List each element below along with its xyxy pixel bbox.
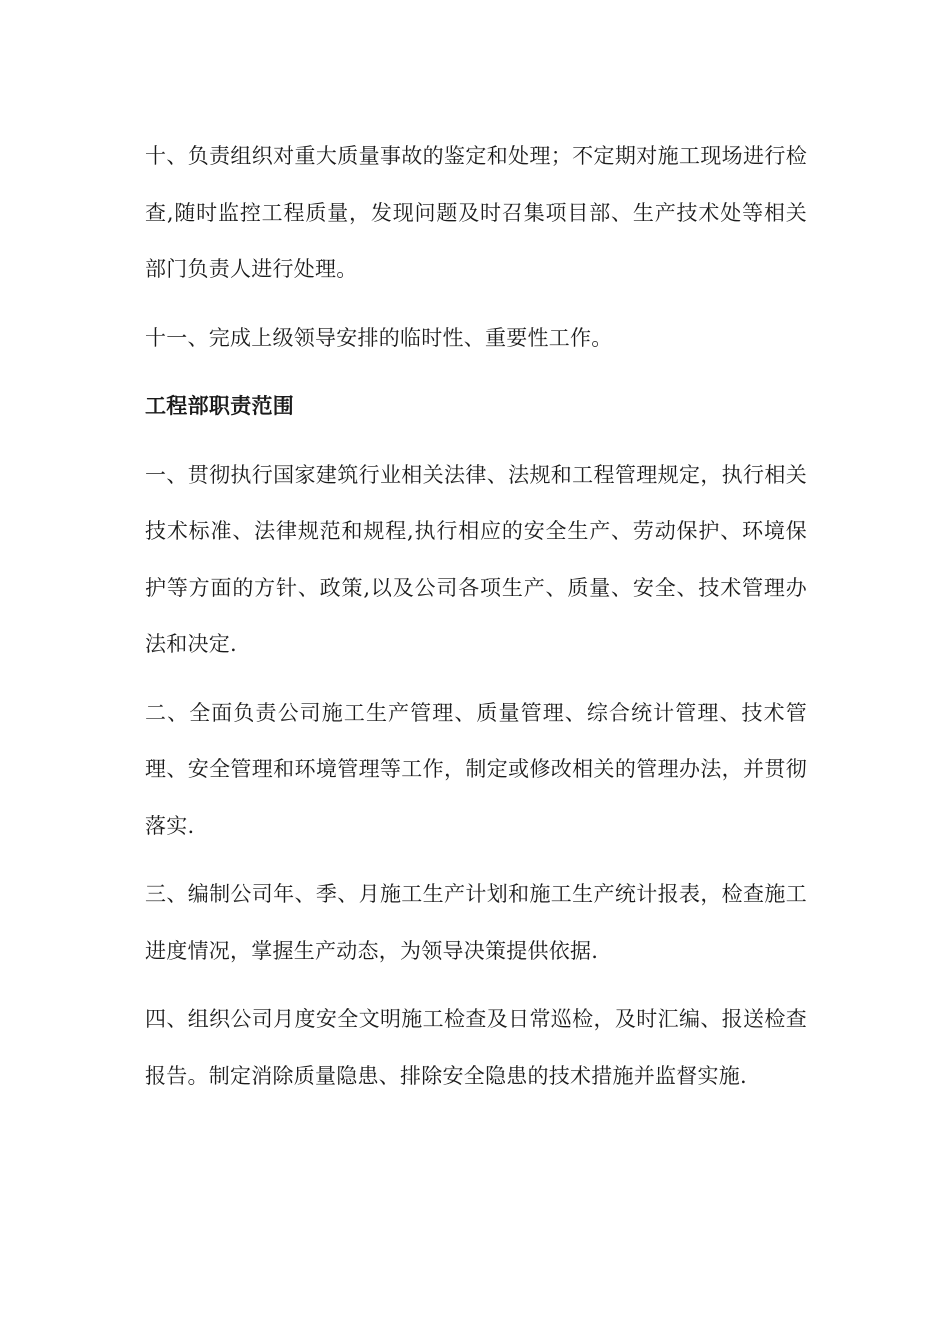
section-heading: 工程部职责范围	[145, 394, 295, 418]
paragraph-duty-4: 四、组织公司月度安全文明施工检查及日常巡检，及时汇编、报送检查报告。制定消除质量隐患、排除安全隐患的技术措施并监督实施.	[145, 1007, 807, 1088]
document-body	[145, 128, 807, 1104]
paragraph-item-10: 十、负责组织对重大质量事故的鉴定和处理；不定期对施工现场进行检查,随时监控工程质量，发现问题及时召集项目部、生产技术处等相关部门负责人进行处理。	[145, 144, 807, 281]
paragraph-duty-2: 二、全面负责公司施工生产管理、质量管理、综合统计管理、技术管理、安全管理和环境管理等工作，制定或修改相关的管理办法，并贯彻落实.	[145, 700, 807, 838]
paragraph-item-11: 十一、完成上级领导安排的临时性、重要性工作。	[145, 325, 613, 350]
paragraph-duty-1: 一、贯彻执行国家建筑行业相关法律、法规和工程管理规定，执行相关技术标准、法律规范和规程,执行相应的安全生产、劳动保护、环境保护等方面的方针、政策,以及公司各项生产、质量、安全、技术管理办法和决定.	[145, 462, 807, 656]
paragraph-duty-3: 三、编制公司年、季、月施工生产计划和施工生产统计报表，检查施工进度情况，掌握生产动态，为领导决策提供依据.	[145, 882, 807, 963]
